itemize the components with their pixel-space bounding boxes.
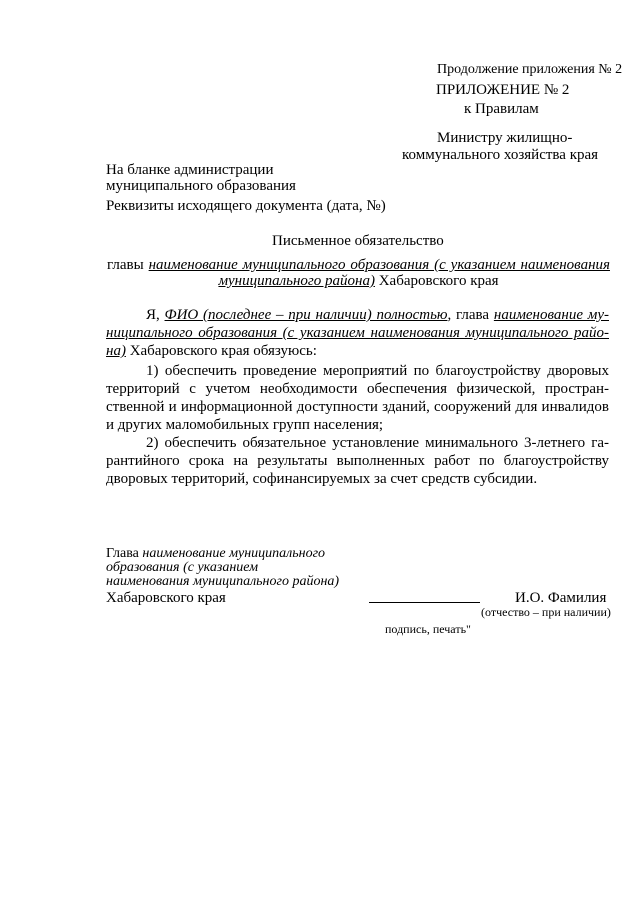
- obligation-paragraph: [106, 306, 609, 360]
- signatory-line-1: Глава наименование муниципального: [106, 546, 326, 561]
- para-line: на) Хабаровского края обязуюсь:: [106, 343, 317, 359]
- para-line: Я, ФИО (последнее – при наличии) полностью, глава наименование му-: [146, 307, 609, 323]
- item-line: и других маломобильных групп населения;: [106, 417, 384, 433]
- signatory-name: И.О. Фамилия: [515, 590, 607, 606]
- item-line: 2) обеспечить обязательное установление минимального 3-летнего га-: [146, 435, 609, 451]
- sender-line-1: На бланке администрации: [106, 162, 274, 178]
- signature-line: [369, 602, 480, 603]
- continuation-note: Продолжение приложения № 2: [437, 62, 623, 77]
- sender-line-2: муниципального образования: [106, 178, 296, 194]
- signatory-region: Хабаровского края: [106, 590, 226, 606]
- appendix-title: ПРИЛОЖЕНИЕ № 2: [436, 82, 570, 98]
- title-line-3: [107, 272, 610, 290]
- outgoing-requisites: Реквизиты исходящего документа (дата, №): [106, 198, 386, 214]
- patronymic-note: (отчество – при наличии): [481, 605, 611, 619]
- signature-caption: подпись, печать": [385, 622, 471, 636]
- obligation-item-2: [106, 434, 609, 488]
- addressee-line-1: Министру жилищно-: [437, 130, 573, 146]
- item-line: ственной и информационной доступности зданий, сооружений для инвалидов: [106, 399, 609, 415]
- item-line: дворовых территорий, софинансируемых за счет средств субсидии.: [106, 471, 538, 487]
- item-line: 1) обеспечить проведение мероприятий по благоустройству дворовых: [146, 363, 609, 379]
- title-suffix: Хабаровского края: [374, 273, 499, 289]
- title-italic-2: муниципального района): [218, 273, 375, 289]
- para-line: ниципального образования (с указанием наименования муниципального райо-: [106, 325, 609, 341]
- addressee-line-2: коммунального хозяйства края: [402, 147, 599, 163]
- signatory-line-2: образования (с указанием: [106, 560, 259, 575]
- item-line: территорий с учетом необходимости обеспечения физической, простран-: [106, 381, 609, 397]
- document-title: Письменное обязательство: [272, 233, 444, 249]
- title-prefix: главы: [107, 257, 149, 273]
- appendix-subtitle: к Правилам: [464, 101, 539, 117]
- obligation-item-1: [106, 362, 609, 434]
- item-line: рантийного срока на результаты выполненных работ по благоустройству: [106, 453, 609, 469]
- signatory-line-3: наименования муниципального района): [106, 574, 340, 589]
- title-italic-1: наименование муниципального образования (с указанием наименования: [148, 257, 610, 273]
